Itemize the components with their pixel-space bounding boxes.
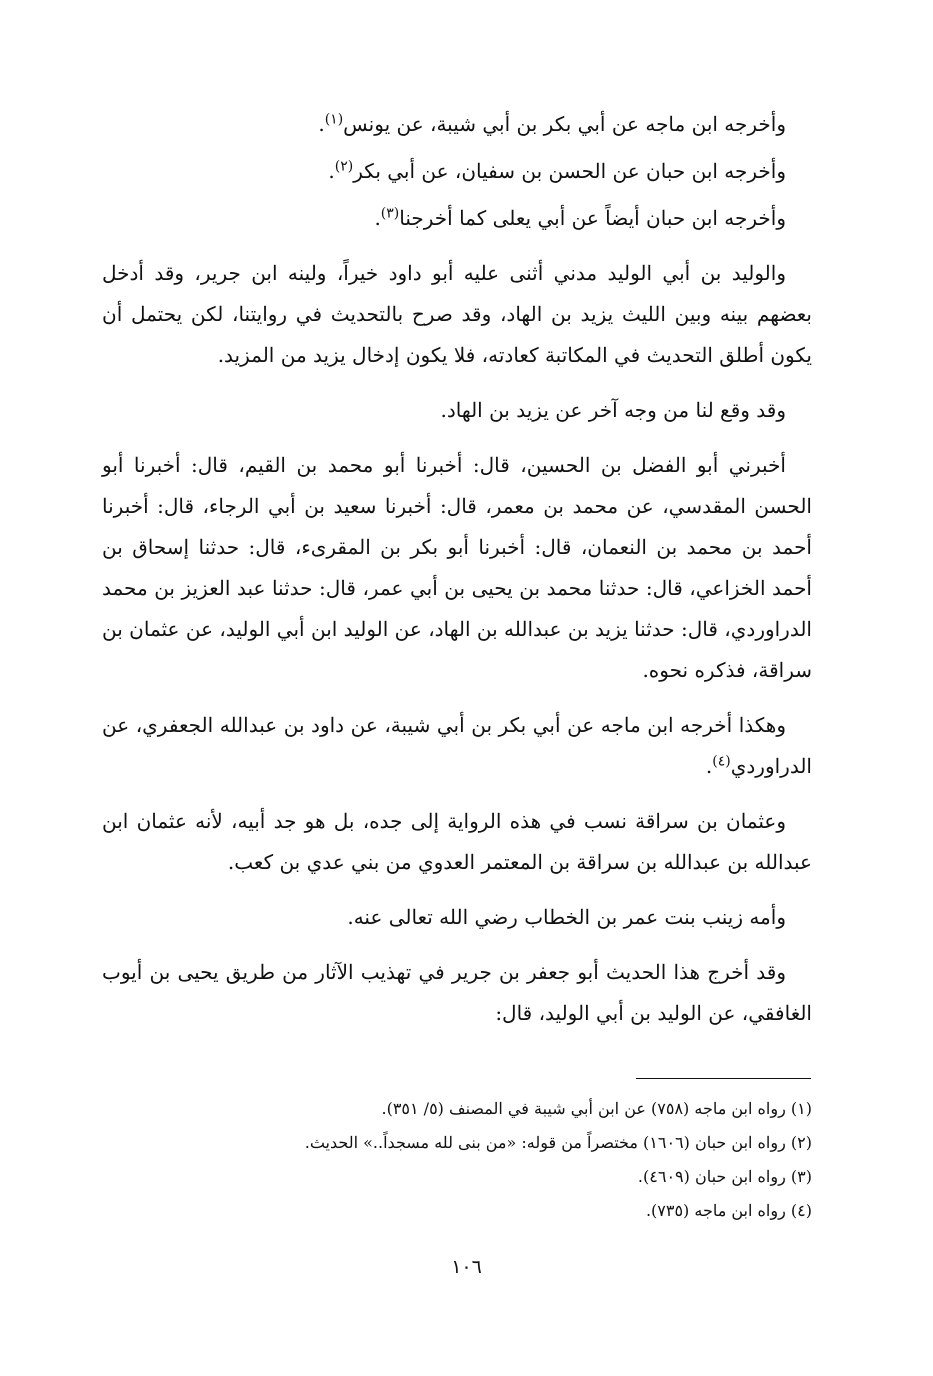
paragraph-7 <box>102 705 812 787</box>
paragraph-2-end: . <box>328 159 335 183</box>
paragraph-4: والوليد بن أبي الوليد مدني أثنى عليه أبو داود خيراً، ولينه ابن جرير، وقد أدخل بعضهم بينه وبين الليث يزيد بن الهاد، وقد صرح بالتحديث في روايتنا، لكن يحتمل أن يكون أطلق التحديث في المكاتبة كعادته، فلا يكون إدخال يزيد من المزيد. <box>102 261 812 367</box>
footnote-ref-2: (٢) <box>334 158 354 175</box>
footnote-2: (٢) رواه ابن حبان (١٦٠٦) مختصراً من قوله: «من بنى لله مسجداً..» الحديث. <box>304 1133 812 1152</box>
paragraph-3-end: . <box>374 206 381 230</box>
footnote-3: (٣) رواه ابن حبان (٤٦٠٩). <box>637 1167 812 1186</box>
footnotes <box>102 1092 812 1228</box>
paragraph-2-text: وأخرجه ابن حبان عن الحسن بن سفيان، عن أبي بكر <box>353 159 786 183</box>
footnote-1: (١) رواه ابن ماجه (٧٥٨) عن ابن أبي شيبة في المصنف (٥/ ٣٥١). <box>381 1099 812 1118</box>
footnote-ref-1: (١) <box>324 111 344 128</box>
paragraph-8: وعثمان بن سراقة نسب في هذه الرواية إلى جده، بل هو جد أبيه، لأنه عثمان ابن عبدالله بن عبدالله بن سراقة بن المعتمر العدوي من بني عدي بن كعب. <box>102 809 812 874</box>
main-text <box>102 104 812 1048</box>
paragraph-2 <box>102 151 812 192</box>
paragraph-10: وقد أخرج هذا الحديث أبو جعفر بن جرير في تهذيب الآثار من طريق يحيى بن أيوب الغافقي، عن الوليد بن أبي الوليد، قال: <box>102 960 812 1025</box>
paragraph-9: وأمه زينب بنت عمر بن الخطاب رضي الله تعالى عنه. <box>347 905 786 929</box>
paragraph-1-end: . <box>318 112 325 136</box>
paragraph-3-text: وأخرجه ابن حبان أيضاً عن أبي يعلى كما أخرجنا <box>399 206 786 230</box>
paragraph-1 <box>102 104 812 145</box>
paragraph-7-end: . <box>705 754 713 778</box>
paragraph-1-text: وأخرجه ابن ماجه عن أبي بكر بن أبي شيبة، عن يونس <box>343 112 786 136</box>
footnote-ref-4: (٤) <box>712 753 731 770</box>
paragraph-3 <box>102 198 812 239</box>
paragraph-5: وقد وقع لنا من وجه آخر عن يزيد بن الهاد. <box>440 398 786 422</box>
paragraph-6: أخبرني أبو الفضل بن الحسين، قال: أخبرنا أبو محمد بن القيم، قال: أخبرنا أبو الحسن المقدسي، عن محمد بن معمر، قال: أخبرنا سعيد بن أبي الرجاء، قال: أخبرنا أحمد بن محمد بن النعمان، قال: أخبرنا أبو بكر بن المقرىء، قال: حدثنا إسحاق بن أحمد الخزاعي، قال: حدثنا محمد بن يحيى بن أبي عمر، قال: حدثنا عبد العزيز بن محمد الدراوردي، قال: حدثنا يزيد بن عبدالله بن الهاد، عن الوليد ابن أبي الوليد، عن عثمان بن سراقة، فذكره نحوه. <box>102 453 812 682</box>
footnote-separator <box>636 1078 811 1079</box>
paragraph-7-text: وهكذا أخرجه ابن ماجه عن أبي بكر بن أبي شيبة، عن داود بن عبدالله الجعفري، عن الدراوردي <box>102 713 812 778</box>
page-number: ١٠٦ <box>451 1256 482 1278</box>
footnote-ref-3: (٣) <box>380 205 400 222</box>
footnote-4: (٤) رواه ابن ماجه (٧٣٥). <box>645 1201 812 1220</box>
